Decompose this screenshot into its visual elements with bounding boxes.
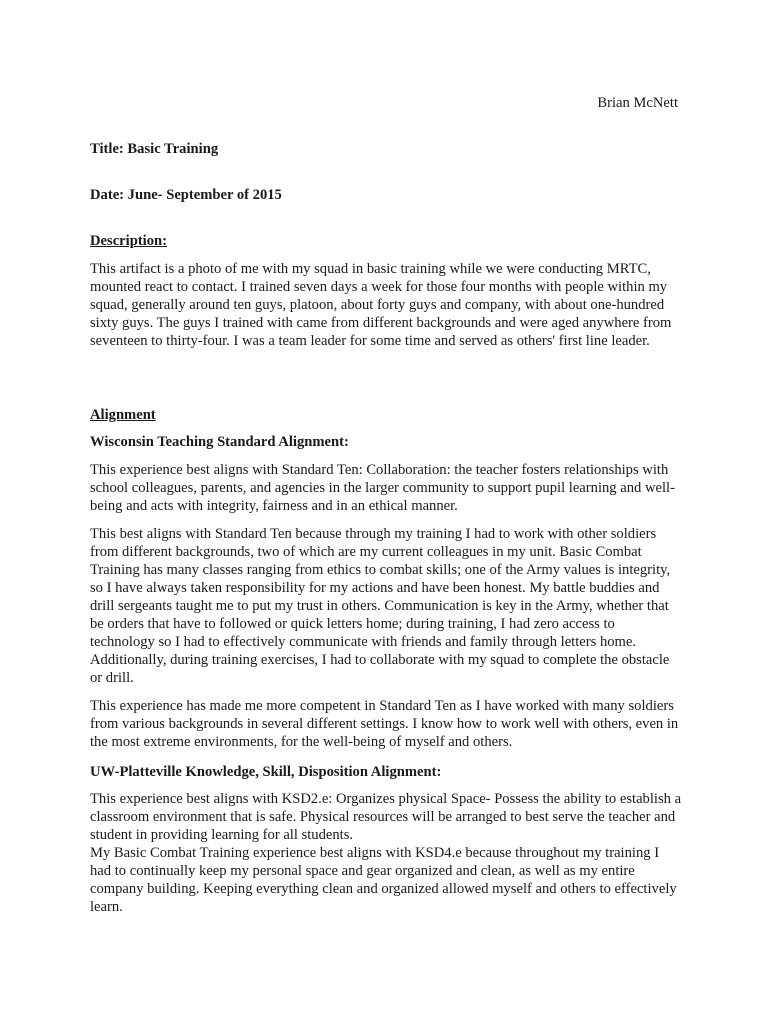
alignment-heading: Alignment — [90, 407, 156, 423]
description-heading: Description: — [90, 233, 168, 249]
wisconsin-standard-heading: Wisconsin Teaching Standard Alignment: — [90, 434, 349, 450]
title-line: Title: Basic Training — [90, 141, 219, 157]
wisconsin-paragraph-2: This best aligns with Standard Ten because through my training I had to work with other soldiers from different backgrounds, two of which are my current colleagues in my unit. Basic Combat Training has many classes ranging from ethics to combat skills; one of the Army values is integrity, so I have always taken responsibility for my actions and have been honest. My battle buddies and drill sergeants taught me to put my trust in others. Communication is key in the Army, whether that be orders that have to followed or quick letters home; during training, I had zero access to technology so I had to effectively communicate with friends and family through letters home. Additionally, during training exercises, I had to collaborate with my squad to complete the obstacle or drill. — [90, 526, 671, 686]
wisconsin-paragraph-1: This experience best aligns with Standard Ten: Collaboration: the teacher fosters relationships with school colleagues, parents, and agencies in the larger community to support pupil learning and well-being and acts with integrity, fairness and in an ethical manner. — [90, 462, 675, 514]
uwp-ksd-heading: UW-Platteville Knowledge, Skill, Disposition Alignment: — [90, 764, 442, 780]
description-paragraph: This artifact is a photo of me with my squad in basic training while we were conducting MRTC, mounted react to contact. I trained seven days a week for those four months with people within my squad, generally around ten guys, platoon, about forty guys and company, with about one-hundred sixty guys. The guys I trained with came from different backgrounds and were aged anywhere from seventeen to thirty-four. I was a team leader for some time and served as others' first line leader. — [90, 261, 672, 349]
uwp-paragraph-2: My Basic Combat Training experience best aligns with KSD4.e because throughout my training I had to continually keep my personal space and gear organized and clean, as well as my entire company building. Keeping everything clean and organized allowed myself and others to effectively learn. — [90, 845, 677, 915]
uwp-paragraph-1: This experience best aligns with KSD2.e: Organizes physical Space- Possess the ability to establish a classroom environment that is safe. Physical resources will be arranged to best serve the teacher and student in providing learning for all students. — [90, 791, 682, 843]
author-name: Brian McNett — [597, 95, 678, 111]
uwp-paragraphs — [90, 790, 682, 916]
wisconsin-paragraph-3: This experience has made me more competent in Standard Ten as I have worked with many soldiers from various backgrounds in several different settings. I know how to work well with others, even in the most extreme environments, for the well-being of myself and others. — [90, 698, 679, 750]
date-line: Date: June- September of 2015 — [90, 187, 282, 203]
